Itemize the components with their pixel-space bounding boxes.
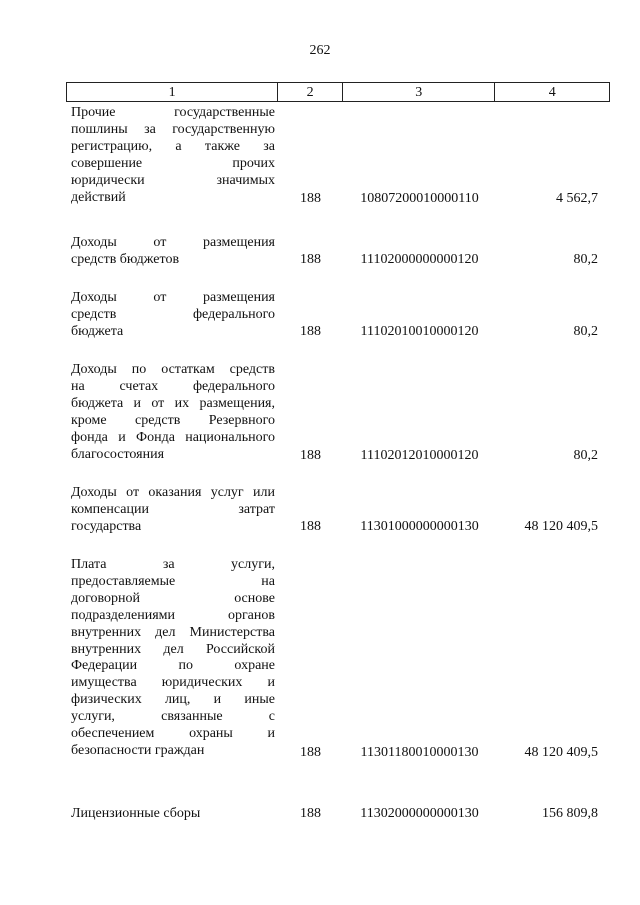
desc-line: фонда и Фонда национального (71, 429, 275, 445)
desc-line: обеспечением охраны и (71, 726, 275, 742)
desc-line: совершение прочих (71, 155, 275, 171)
desc-line: физических лиц, и иные (71, 692, 275, 708)
desc-line: действий (71, 189, 126, 205)
desc-line: предоставляемые на (71, 573, 275, 589)
desc-line: юридически значимых (71, 172, 275, 188)
header-col-1: 1 (67, 83, 278, 101)
desc-line: Доходы по остаткам средств (71, 362, 275, 377)
desc-line: пошлины за государственную (71, 121, 275, 137)
row-kbk: 11102010010000120 (360, 324, 479, 339)
desc-line: услуги, связанные с (71, 709, 275, 725)
row-amount: 48 120 409,5 (524, 745, 598, 760)
row-description (71, 105, 275, 206)
row-amount: 48 120 409,5 (524, 519, 598, 534)
desc-line: Федерации по охране (71, 658, 275, 674)
desc-line: регистрацию, а также за (71, 138, 275, 154)
row-amount: 156 809,8 (542, 806, 598, 821)
row-code: 188 (300, 324, 321, 339)
row-kbk: 11302000000000130 (360, 806, 479, 821)
row-code: 188 (300, 448, 321, 463)
page-number: 262 (309, 43, 331, 58)
desc-line: Доходы от размещения (71, 235, 275, 250)
row-amount: 80,2 (573, 448, 598, 463)
row-kbk: 11102000000000120 (360, 252, 479, 267)
header-col-3: 3 (343, 83, 495, 101)
desc-line: Доходы от оказания услуг или (71, 485, 275, 500)
desc-line: подразделениями органов (71, 607, 275, 623)
row-code: 188 (300, 252, 321, 267)
row-code: 188 (300, 806, 321, 821)
header-col-4: 4 (548, 85, 556, 100)
desc-line: внутренних дел Российской (71, 641, 275, 657)
row-amount: 4 562,7 (556, 191, 598, 206)
table-header (66, 82, 610, 102)
desc-line: благосостояния (71, 446, 165, 462)
desc-line: безопасности граждан (71, 742, 205, 758)
row-description (71, 290, 275, 341)
row-description (71, 806, 275, 823)
desc-line: кроме средств Резервного (71, 412, 275, 428)
row-code: 188 (300, 519, 321, 534)
desc-line: имущества юридических и (71, 675, 275, 691)
desc-line: средств бюджетов (71, 251, 180, 267)
desc-line: внутренних дел Министерства (71, 624, 275, 640)
row-code: 188 (300, 191, 321, 206)
row-description (71, 362, 275, 463)
desc-line: средств федерального (71, 306, 275, 322)
desc-line: договорной основе (71, 590, 275, 606)
desc-line: Доходы от размещения (71, 290, 275, 305)
row-code: 188 (300, 745, 321, 760)
desc-line: на счетах федерального (71, 378, 275, 394)
row-kbk: 11301180010000130 (360, 745, 479, 760)
desc-line: компенсации затрат (71, 501, 275, 517)
row-kbk: 11102012010000120 (360, 448, 479, 463)
desc-line: Плата за услуги, (71, 557, 275, 572)
row-kbk: 10807200010000110 (360, 191, 479, 206)
row-description (71, 485, 275, 536)
row-description (71, 557, 275, 760)
row-amount: 80,2 (573, 324, 598, 339)
row-amount: 80,2 (573, 252, 598, 267)
desc-line: Лицензионные сборы (71, 806, 201, 821)
desc-line: государства (71, 518, 142, 534)
header-col-2: 2 (278, 83, 343, 101)
desc-line: Прочие государственные (71, 105, 275, 120)
desc-line: бюджета и от их размещения, (71, 395, 275, 411)
row-description (71, 235, 275, 269)
row-kbk: 11301000000000130 (360, 519, 479, 534)
desc-line: бюджета (71, 323, 124, 339)
